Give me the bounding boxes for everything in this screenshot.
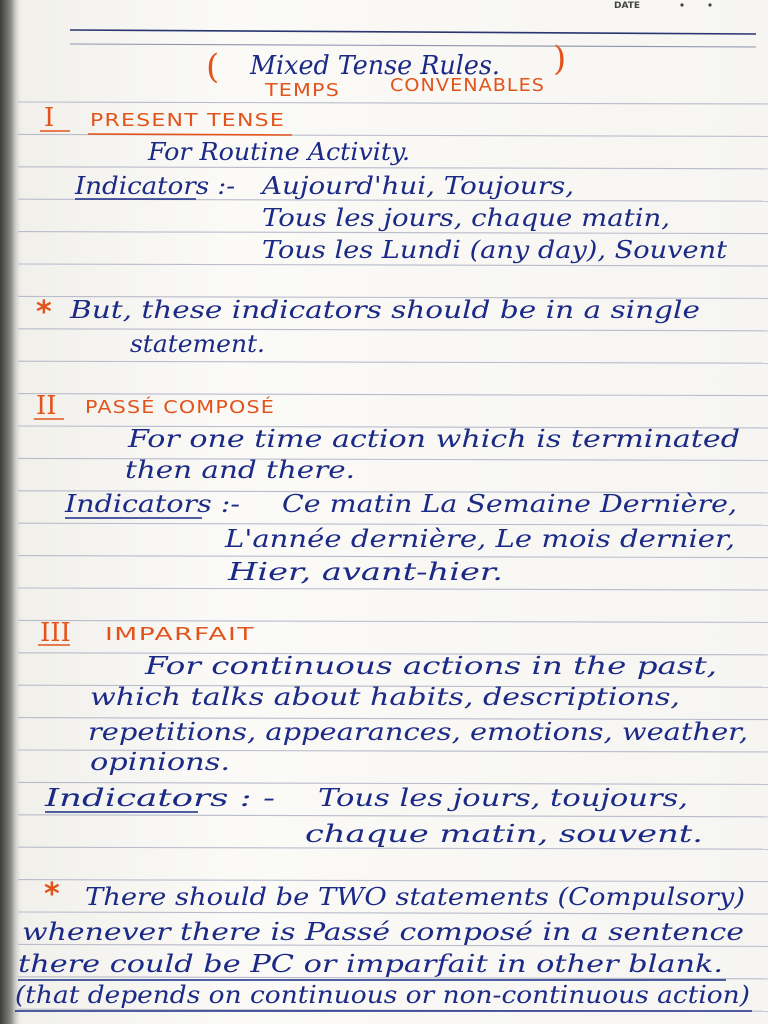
ruled-line xyxy=(18,167,768,169)
indicator-line: chaque matin, souvent. xyxy=(305,820,703,848)
indicator-line: L'année dernière, Le mois dernier, xyxy=(223,525,735,553)
note-line: But, these indicators should be in a single xyxy=(68,296,701,324)
section-heading-imparfait: IMPARFAIT xyxy=(105,624,255,645)
indicator-line: Aujourd'hui, Toujours, xyxy=(259,172,574,200)
section-description: then and there. xyxy=(125,456,355,484)
ruled-line xyxy=(18,588,768,590)
subtitle-convenables: CONVENABLES xyxy=(390,75,545,96)
section-numeral-2: II xyxy=(36,391,57,421)
heading-underline xyxy=(88,134,292,135)
ruled-line xyxy=(18,264,768,266)
section-numeral-3: III xyxy=(40,618,71,648)
title-close-paren: ) xyxy=(553,39,567,79)
page-title: Mixed Tense Rules. xyxy=(249,51,500,81)
section-heading-present-tense: PRESENT TENSE xyxy=(90,110,285,131)
ruled-line xyxy=(18,394,768,396)
section-description: For one time action which is terminated xyxy=(126,425,741,453)
indicator-line: Tous les jours, toujours, xyxy=(318,784,688,812)
note-line: There should be TWO statements (Compulsory) xyxy=(85,883,746,911)
note-line: statement. xyxy=(130,330,265,358)
ruled-line xyxy=(18,102,768,104)
ruled-line xyxy=(18,620,768,622)
section-description: opinions. xyxy=(90,748,230,776)
binding-shadow xyxy=(0,0,22,1024)
section-heading-passe-compose: PASSÉ COMPOSÉ xyxy=(85,397,251,418)
section-description: which talks about habits, descriptions, xyxy=(90,683,680,711)
date-dot xyxy=(680,3,683,6)
note-line: there could be PC or imparfait in other blank. xyxy=(18,950,723,978)
note-line: (that depends on continuous or non-continuous action) xyxy=(15,981,750,1009)
ruled-line xyxy=(18,880,768,882)
indicator-line: Tous les jours, chaque matin, xyxy=(262,204,670,232)
section-description: repetitions, appearances, emotions, weather, xyxy=(88,718,748,746)
header-line xyxy=(70,30,756,34)
indicator-line: Ce matin La Semaine Dernière, xyxy=(282,490,737,518)
asterisk-note-marker: * xyxy=(36,295,52,330)
section-description: For Routine Activity. xyxy=(146,138,410,166)
note-line: whenever there is Passé composé in a sentence xyxy=(22,918,744,946)
date-label: DATE xyxy=(614,1,641,11)
indicators-label: Indicators :- xyxy=(73,172,235,200)
indicator-line: Hier, avant-hier. xyxy=(226,558,504,586)
date-dot xyxy=(708,3,711,6)
ruled-line xyxy=(18,912,768,914)
title-open-paren: ( xyxy=(206,47,220,87)
indicators-label: Indicators : - xyxy=(43,784,276,812)
section-description: For continuous actions in the past, xyxy=(143,652,717,680)
indicators-label: Indicators :- xyxy=(63,490,241,518)
indicator-line: Tous les Lundi (any day), Souvent xyxy=(262,236,728,264)
asterisk-note-marker: * xyxy=(44,877,60,912)
subtitle-temps: TEMPS xyxy=(263,80,340,101)
ruled-line xyxy=(18,815,768,817)
header-line xyxy=(70,44,756,47)
section-numeral-1: I xyxy=(44,103,55,133)
ruled-line xyxy=(18,361,768,363)
